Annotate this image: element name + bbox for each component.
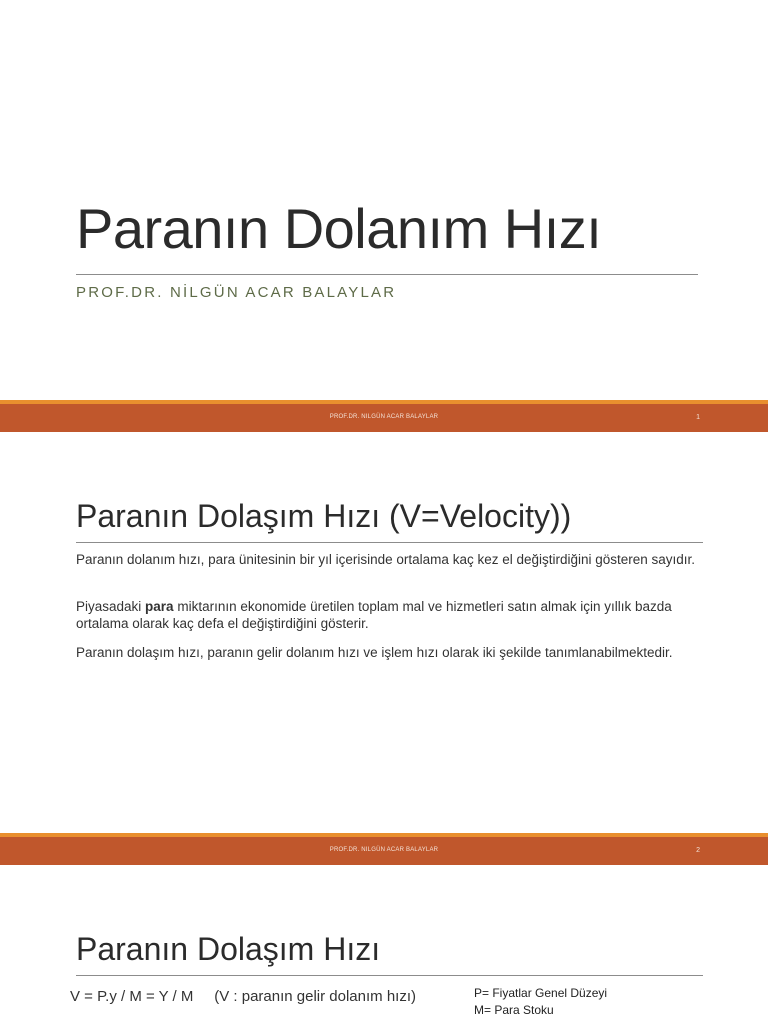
page-number: 2 <box>696 847 700 854</box>
slide-footer <box>0 833 768 865</box>
paragraph-definition: Paranın dolanım hızı, para ünitesinin bir yıl içerisinde ortalama kaç kez el değiştirdiğini gösteren sayıdır. <box>76 552 696 567</box>
equation-legend <box>474 985 607 1019</box>
title-slide <box>0 0 768 400</box>
text-span: Piyasadaki <box>76 599 146 614</box>
slide-heading: Paranın Dolaşım Hızı (V=Velocity)) <box>76 498 572 534</box>
velocity-equation: V = P.y / M = Y / M (V : paranın gelir dolanım hızı) <box>70 988 416 1005</box>
paragraph-market <box>76 598 698 632</box>
title-divider <box>76 274 698 275</box>
text-span: miktarının ekonomide üretilen toplam mal ve hizmetleri satın almak için yıllık bazda ortalama olarak kaç defa el değiştirdiğini gösterir. <box>76 599 672 631</box>
bold-term: para <box>145 599 174 614</box>
slide-heading: Paranın Dolaşım Hızı <box>76 931 381 967</box>
footer-author: PROF.DR. NILGÜN ACAR BALAYLAR <box>329 414 439 420</box>
content-slide <box>0 865 768 1024</box>
page-number: 1 <box>696 414 700 421</box>
legend-item: M= Para Stoku <box>474 1003 554 1017</box>
heading-divider <box>76 975 703 976</box>
footer-author: PROF.DR. NILGÜN ACAR BALAYLAR <box>329 847 439 853</box>
legend-item: P= Fiyatlar Genel Düzeyi <box>474 986 608 1000</box>
slide-footer <box>0 400 768 432</box>
content-slide <box>0 432 768 832</box>
slide-title: Paranın Dolanım Hızı <box>76 197 602 260</box>
slide-subtitle: PROF.DR. NİLGÜN ACAR BALAYLAR <box>76 284 397 301</box>
paragraph-types: Paranın dolaşım hızı, paranın gelir dolanım hızı ve işlem hızı olarak iki şekilde tanımlanabilmektedir. <box>76 645 673 660</box>
heading-divider <box>76 542 703 543</box>
